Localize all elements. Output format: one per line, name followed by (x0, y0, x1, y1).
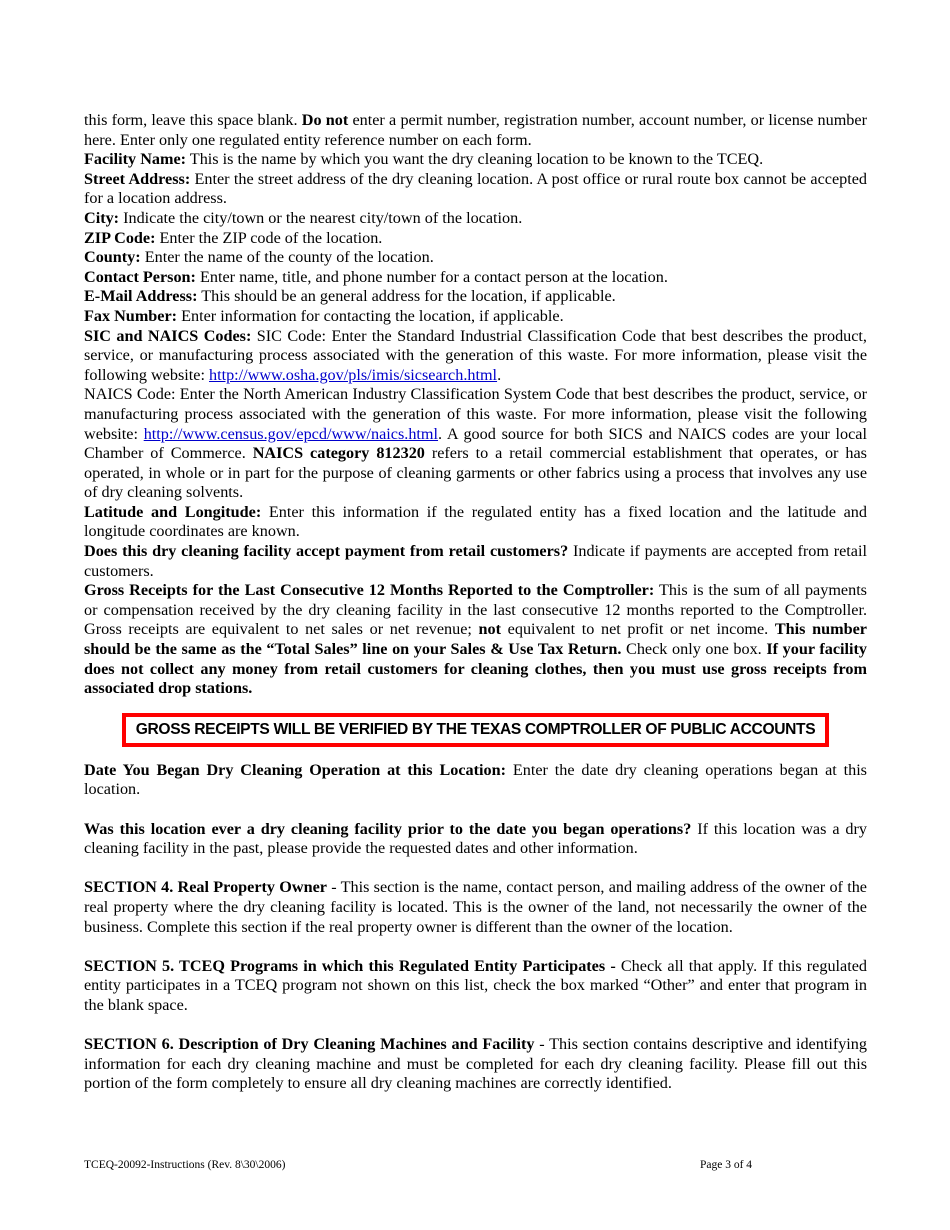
naics-census-link[interactable]: http://www.census.gov/epcd/www/naics.html (143, 424, 439, 443)
paragraph-city: City: Indicate the city/town or the nearest city/town of the location. (84, 208, 523, 227)
paragraph-facility-name: Facility Name: This is the name by which you want the dry cleaning location to be known to the TCEQ. (84, 150, 764, 169)
paragraph-street-address: Street Address: Enter the street address of the dry cleaning location. A post office or rural route box cannot be accepted for a location address. (84, 169, 868, 208)
paragraph-retail-payment: Does this dry cleaning facility accept payment from retail customers? Indicate if payments are accepted from retail customers. (84, 542, 867, 580)
verification-banner: GROSS RECEIPTS WILL BE VERIFIED BY THE TEXAS COMPTROLLER OF PUBLIC ACCOUNTS (122, 713, 830, 747)
paragraph-date-began: Date You Began Dry Cleaning Operation at this Location: Enter the date dry cleaning operations began at this location. (84, 760, 867, 799)
paragraph-contact-person: Contact Person: Enter name, title, and phone number for a contact person at the location. (84, 267, 668, 286)
paragraph-section-5: SECTION 5. TCEQ Programs in which this Regulated Entity Participates - Check all that apply. If this regulated entity participates in a TCEQ program not shown on this list, check the box marked “Other” and enter that program in the blank space. (84, 956, 868, 1014)
paragraph-gross-receipts: Gross Receipts for the Last Consecutive 12 Months Reported to the Comptroller: This is the sum of all payments or compensation received by the dry cleaning facility in the last consecutive 12 months reported to the Comptroller. Gross receipts are equivalent to net sales or net revenue; not equivalent to net profit or net income. This number should be the same as the “Total Sales” line on your Sales & Use Tax Return. Check only one box. If your facility does not collect any money from retail customers for cleaning clothes, then you must use gross receipts from associated drop stations. (84, 581, 867, 698)
paragraph-section-6: SECTION 6. Description of Dry Cleaning Machines and Facility - This section contains descriptive and identifying information for each dry cleaning machine and must be completed for each dry cleaning facility. Please fill out this portion of the form completely to ensure all dry cleaning machines are correctly identified. (84, 1035, 867, 1093)
paragraph-fax-number: Fax Number: Enter information for contacting the location, if applicable. (84, 306, 564, 325)
verification-banner-wrap (84, 713, 867, 747)
paragraph-county: County: Enter the name of the county of the location. (84, 248, 434, 267)
paragraph-naics-code: NAICS Code: Enter the North American Industry Classification System Code that best describes the product, service, or manufacturing process associated with the generation of this waste. For more information, please visit the following website: http://www.census.gov/epcd/www/naics.html. A good source for both SICS and NAICS codes are your local Chamber of Commerce. NAICS category 812320 refers to a retail commercial establishment that operates, or has operated, in whole or in part for the purpose of cleaning garments or other fabrics using a process that involves any use of dry cleaning solvents. (84, 385, 867, 502)
paragraph-sic-naics: SIC and NAICS Codes: SIC Code: Enter the Standard Industrial Classification Code that best describes the product, service, or manufacturing process associated with the generation of this waste. For more information, please visit the following website: http://www.osha.gov/pls/imis/sicsearch.html. (84, 326, 867, 384)
footer-page-number: Page 3 of 4 (700, 1159, 753, 1171)
sic-search-link[interactable]: http://www.osha.gov/pls/imis/sicsearch.html (209, 365, 498, 384)
paragraph-email-address: E-Mail Address: This should be an general address for the location, if applicable. (84, 287, 616, 306)
paragraph-latitude-longitude: Latitude and Longitude: Enter this information if the regulated entity has a fixed location and the latitude and longitude coordinates are known. (84, 502, 867, 541)
paragraph-intro: this form, leave this space blank. Do not enter a permit number, registration number, account number, or license number here. Enter only one regulated entity reference number on each form. (84, 111, 867, 149)
paragraph-prior-facility: Was this location ever a dry cleaning facility prior to the date you began operations? If this location was a dry cleaning facility in the past, please provide the requested dates and other information. (84, 819, 867, 858)
paragraph-section-4: SECTION 4. Real Property Owner - This section is the name, contact person, and mailing address of the owner of the real property where the dry cleaning facility is located. This is the owner of the land, not necessarily the owner of the business. Complete this section if the real property owner is different than the owner of the location. (84, 878, 867, 936)
paragraph-zip-code: ZIP Code: Enter the ZIP code of the location. (84, 228, 383, 247)
footer-form-id: TCEQ-20092-Instructions (Rev. 8\30\2006) (84, 1159, 286, 1171)
instructions-body (84, 111, 867, 1094)
